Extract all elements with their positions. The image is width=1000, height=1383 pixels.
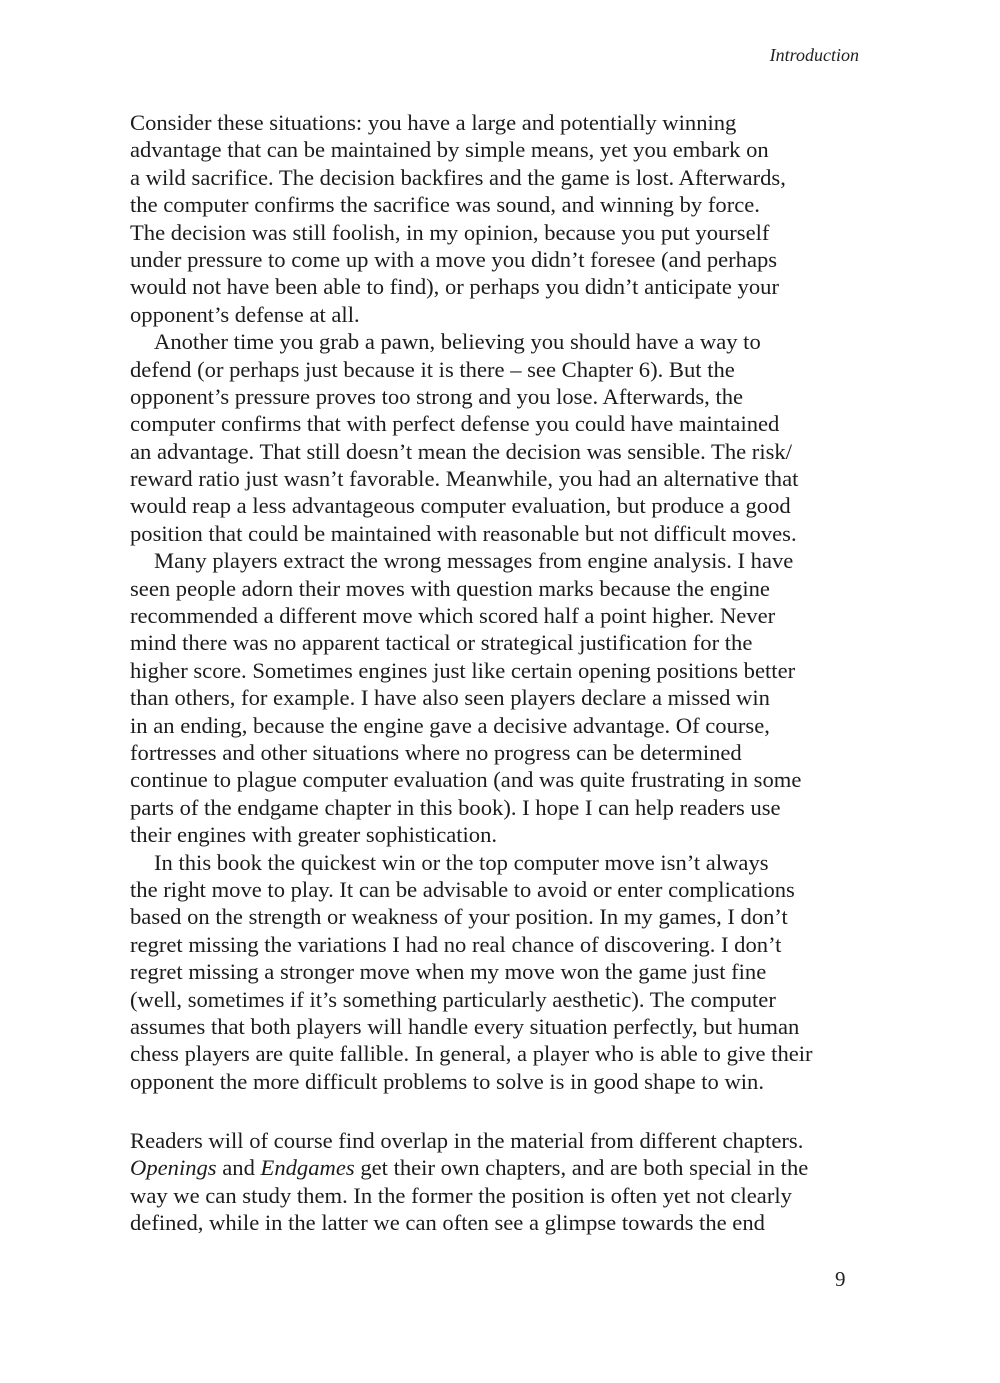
text-line: fortresses and other situations where no progress can be determined: [130, 739, 742, 765]
text-line: reward ratio just wasn’t favorable. Meanwhile, you had an alternative that: [130, 466, 799, 492]
text-line: Readers will of course find overlap in the material from different chapters.: [130, 1128, 804, 1153]
page-number: 9: [835, 1267, 846, 1291]
text-line: parts of the endgame chapter in this book). I hope I can help readers use: [130, 794, 781, 820]
text-line: based on the strength or weakness of your position. In my games, I don’t: [130, 904, 788, 930]
text-line: continue to plague computer evaluation (and was quite frustrating in some: [130, 767, 802, 793]
text-line: [130, 1154, 863, 1181]
text-line: chess players are quite fallible. In general, a player who is able to give their: [130, 1041, 813, 1067]
italic-term-endgames: Endgames: [260, 1155, 355, 1181]
text-line: Consider these situations: you have a large and potentially winning: [130, 110, 737, 135]
text-line: advantage that can be maintained by simple means, yet you embark on: [130, 137, 769, 163]
text-line: opponent’s defense at all.: [130, 301, 360, 327]
text-line: (well, sometimes if it’s something particularly aesthetic). The computer: [130, 986, 776, 1012]
text-fragment: get their own chapters, and are both special in the: [354, 1155, 809, 1181]
text-line: regret missing the variations I had no real chance of discovering. I don’t: [130, 931, 782, 957]
text-line: recommended a different move which scored half a point higher. Never: [130, 603, 776, 629]
text-line: than others, for example. I have also seen players declare a missed win: [130, 685, 770, 711]
text-line: defined, while in the latter we can often see a glimpse towards the end: [130, 1210, 765, 1236]
text-line: defend (or perhaps just because it is there – see Chapter 6). But the: [130, 356, 735, 382]
text-line: under pressure to come up with a move you didn’t foresee (and perhaps: [130, 246, 778, 272]
text-line: their engines with greater sophistication.: [130, 822, 498, 848]
text-line: Many players extract the wrong messages from engine analysis. I have: [154, 548, 794, 574]
text-line: a wild sacrifice. The decision backfires and the game is lost. Afterwards,: [130, 164, 786, 190]
body-text-section-1: [130, 109, 863, 1095]
italic-term-openings: Openings: [130, 1155, 217, 1181]
text-line: the right move to play. It can be advisable to avoid or enter complications: [130, 876, 795, 902]
text-line: In this book the quickest win or the top computer move isn’t always: [154, 849, 769, 875]
text-line: would reap a less advantageous computer evaluation, but produce a good: [130, 493, 791, 519]
text-line: regret missing a stronger move when my move won the game just fine: [130, 959, 767, 985]
text-line: Another time you grab a pawn, believing you should have a way to: [154, 329, 761, 355]
text-line: higher score. Sometimes engines just like certain opening positions better: [130, 657, 796, 683]
text-line: assumes that both players will handle every situation perfectly, but human: [130, 1013, 800, 1039]
text-line: position that could be maintained with reasonable but not difficult moves.: [130, 520, 797, 546]
text-line: an advantage. That still doesn’t mean the decision was sensible. The risk/: [130, 438, 792, 464]
text-line: computer confirms that with perfect defense you could have maintained: [130, 411, 780, 437]
text-line: The decision was still foolish, in my opinion, because you put yourself: [130, 219, 770, 245]
text-line: way we can study them. In the former the position is often yet not clearly: [130, 1182, 792, 1208]
text-line: seen people adorn their moves with question marks because the engine: [130, 575, 770, 601]
text-line: would not have been able to find), or perhaps you didn’t anticipate your: [130, 274, 779, 300]
text-line: opponent the more difficult problems to solve is in good shape to win.: [130, 1068, 765, 1094]
running-head: Introduction: [769, 45, 859, 65]
text-line: mind there was no apparent tactical or strategical justification for the: [130, 630, 753, 656]
text-fragment: and: [216, 1155, 261, 1181]
text-line: the computer confirms the sacrifice was sound, and winning by force.: [130, 192, 760, 218]
text-line: in an ending, because the engine gave a decisive advantage. Of course,: [130, 712, 770, 738]
body-text-section-2: [130, 1127, 863, 1237]
text-line: opponent’s pressure proves too strong and you lose. Afterwards, the: [130, 383, 744, 409]
